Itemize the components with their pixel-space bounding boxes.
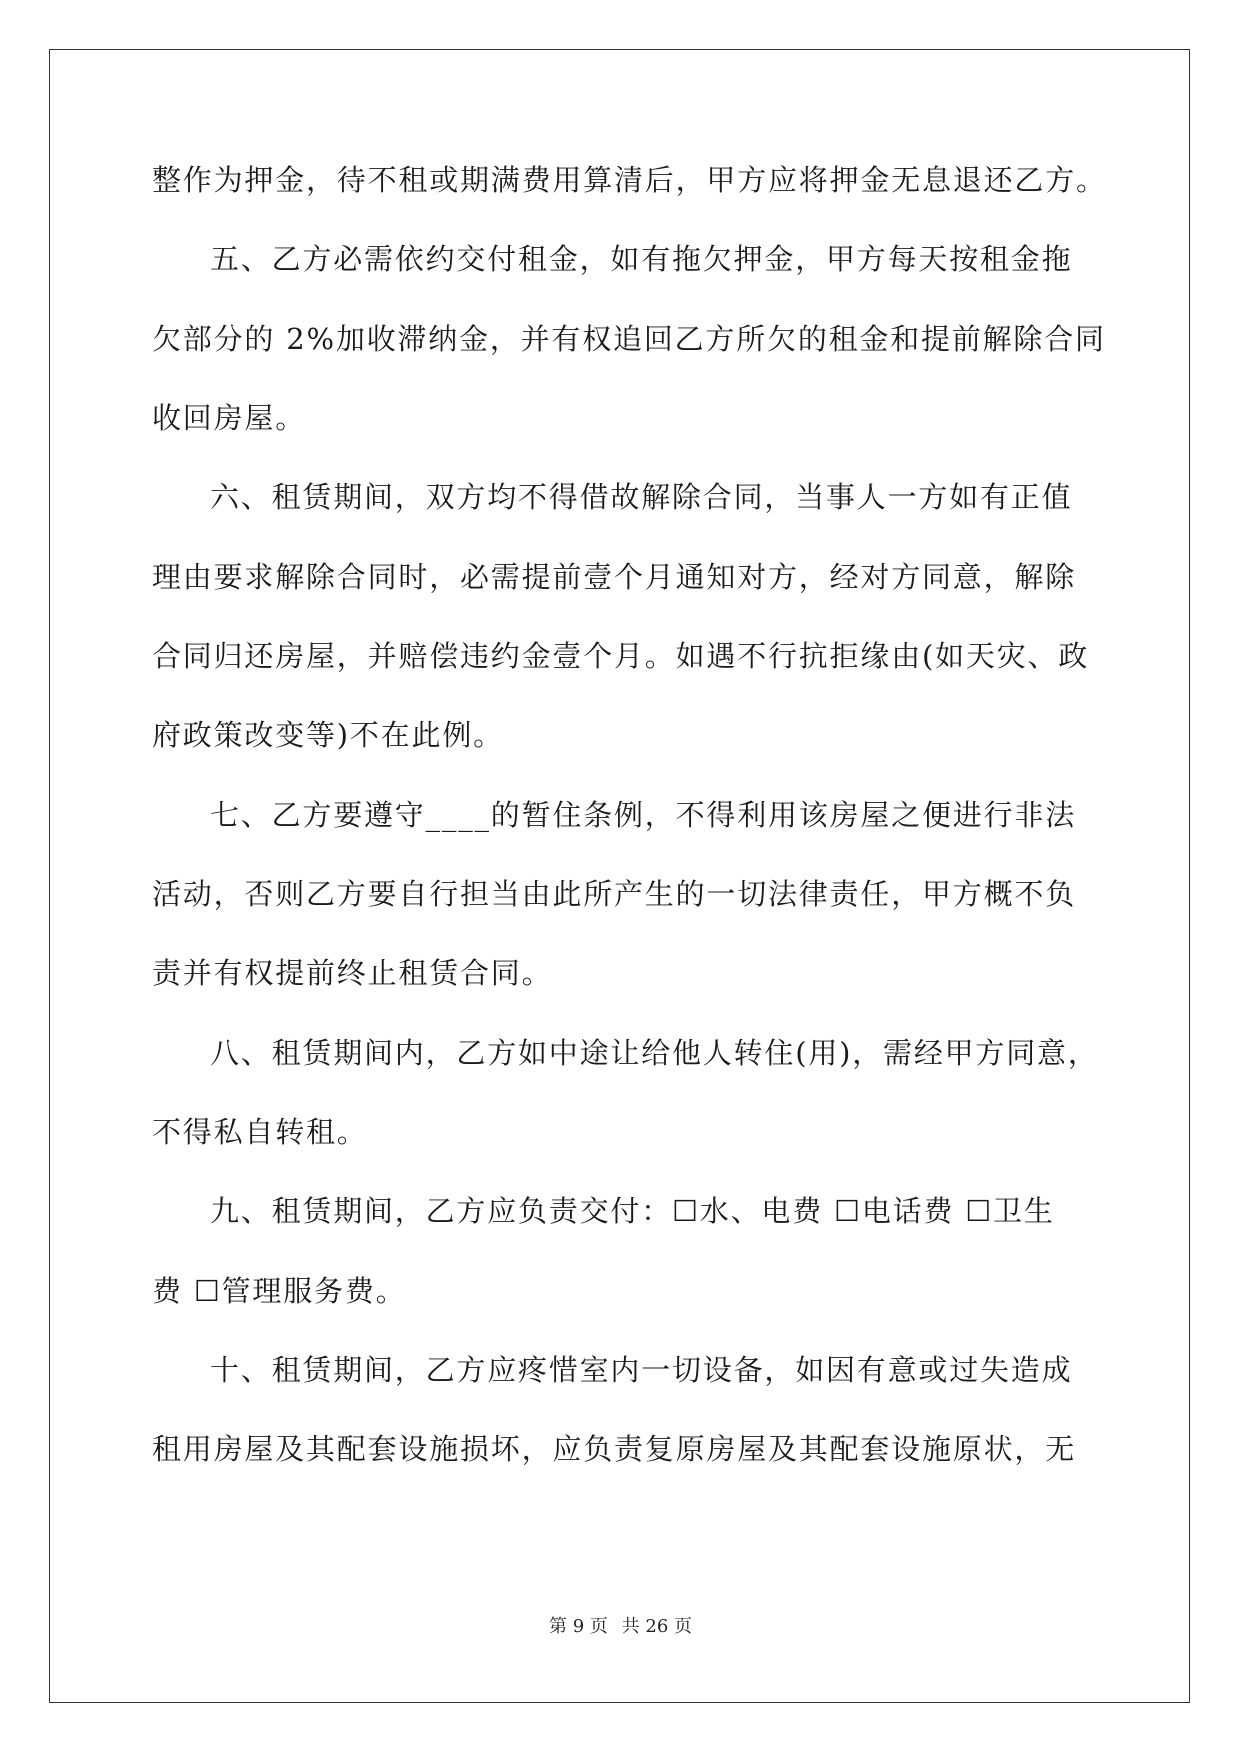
page-total: 共 26 页 — [621, 1616, 692, 1637]
text-line-3: 欠部分的 2%加收滞纳金，并有权追回乙方所欠的租金和提前解除合同 — [152, 322, 1106, 356]
text-line-15: 费 ☐管理服务费。 — [152, 1274, 407, 1308]
text-line-5: 六、租赁期间，双方均不得借故解除合同，当事人一方如有正值 — [210, 480, 1073, 514]
text-line-2: 五、乙方必需依约交付租金，如有拖欠押金，甲方每天按租金拖 — [210, 242, 1073, 276]
text-line-17: 租用房屋及其配套设施损坏，应负责复原房屋及其配套设施原状，无 — [152, 1432, 1077, 1466]
text-line-8: 府政策改变等)不在此例。 — [152, 718, 504, 752]
text-line-14: 九、租赁期间，乙方应负责交付：☐水、电费 ☐电话费 ☐卫生 — [210, 1194, 1055, 1228]
text-line-11: 责并有权提前终止租赁合同。 — [152, 956, 553, 990]
text-line-4: 收回房屋。 — [152, 401, 307, 435]
text-line-12: 八、租赁期间内，乙方如中途让给他人转住(用)，需经甲方同意， — [210, 1036, 1099, 1070]
text-line-1: 整作为押金，待不租或期满费用算清后，甲方应将押金无息退还乙方。 — [152, 163, 1107, 197]
text-line-13: 不得私自转租。 — [152, 1115, 368, 1149]
text-line-6: 理由要求解除合同时，必需提前壹个月通知对方，经对方同意，解除 — [152, 560, 1077, 594]
text-line-9: 七、乙方要遵守____的暂住条例，不得利用该房屋之便进行非法 — [210, 798, 1077, 832]
page-number: 第 9 页 — [549, 1616, 608, 1637]
page-footer — [0, 1615, 1241, 1639]
text-line-10: 活动，否则乙方要自行担当由此所产生的一切法律责任，甲方概不负 — [152, 877, 1077, 911]
text-line-7: 合同归还房屋，并赔偿违约金壹个月。如遇不行抗拒缘由(如天灾、政 — [152, 639, 1090, 673]
text-line-16: 十、租赁期间，乙方应疼惜室内一切设备，如因有意或过失造成 — [210, 1353, 1073, 1387]
